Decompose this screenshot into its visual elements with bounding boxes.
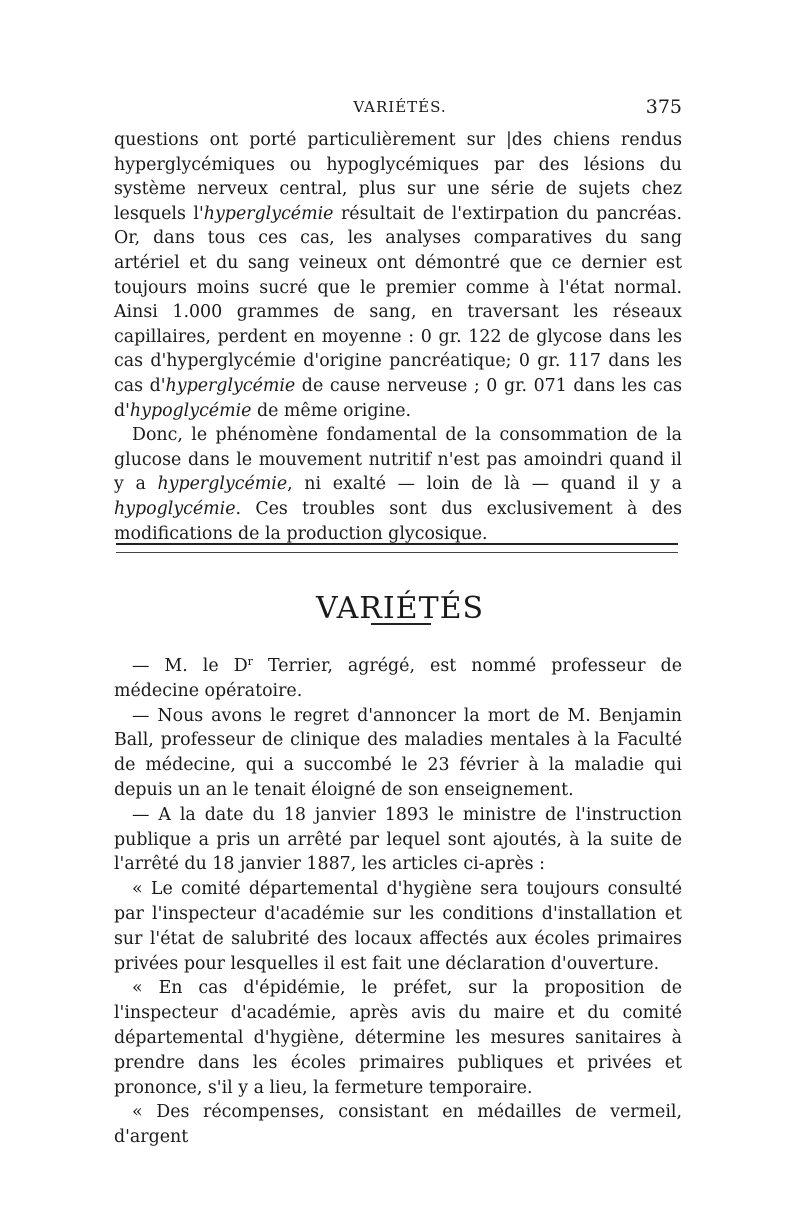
section-divider bbox=[116, 543, 678, 553]
news-item-ball: — Nous avons le regret d'annoncer la mort de M. Benjamin Ball, professeur de clinique des maladies mentales à la Faculté de médecine, qui a succombé le 23 février à la maladie qui depuis un an le tenait éloigné de son enseignement. bbox=[114, 705, 682, 800]
text-run: Donc, le phénomène fondamental de la consommation de la glucose dans le mouvement nutritif n'est pas amoindri quand il y a bbox=[114, 425, 682, 495]
section-title: VARIÉTÉS bbox=[315, 590, 485, 626]
text-run: Terrier, agrégé, est nommé professeur de médecine opératoire. bbox=[114, 656, 683, 701]
italic-term: hyperglycémie bbox=[165, 375, 296, 396]
page-number: 375 bbox=[645, 96, 682, 118]
text-run: , ni exalté — loin de là — quand il y a bbox=[287, 474, 682, 495]
title-underline bbox=[371, 623, 431, 625]
text-run: questions ont porté particulièrement sur |des chiens rendus hyperglycémiques ou hypoglycémiques par des lésions du système nerveux central, plus sur une série de sujets chez lesquels l' bbox=[114, 130, 682, 224]
news-item-terrier bbox=[114, 650, 682, 704]
quote-article-2: « En cas d'épidémie, le préfet, sur la proposition de l'inspecteur d'académie, après avis du maire et du comité départemental d'hygiène, détermine les mesures sanitaires à prendre dans les écoles primaires publiques et privées et prononce, s'il y a lieu, la fermeture temporaire. bbox=[114, 978, 682, 1098]
italic-term: hypoglycémie bbox=[114, 498, 236, 519]
article-continuation bbox=[114, 128, 682, 546]
quote-article-1: « Le comité départemental d'hygiène sera toujours consulté par l'inspecteur d'académie sur les conditions d'installation et sur l'état de salubrité des locaux affectés aux écoles primaires privées pour lesquelles il est fait une déclaration d'ouverture. bbox=[114, 879, 682, 974]
italic-term: hyperglycémie bbox=[157, 474, 288, 495]
paragraph-results bbox=[114, 128, 682, 423]
italic-term: hyperglycémie bbox=[203, 203, 334, 224]
text-run: de même origine. bbox=[251, 400, 412, 421]
quote-article-3: « Des récompenses, consistant en médailles de vermeil, d'argent bbox=[114, 1102, 682, 1148]
text-run: . Ces troubles sont dus exclusivement à des modifications de la production glycosique. bbox=[114, 498, 682, 544]
running-title: VARIÉTÉS. bbox=[353, 98, 447, 116]
news-section bbox=[114, 650, 682, 1150]
italic-term: hypoglycémie bbox=[129, 400, 252, 421]
text-run: — M. le D bbox=[132, 656, 248, 676]
text-run: résultait de l'extirpation du pancréas. Or, dans tous ces cas, les analyses comparatives du sang artériel et du sang veineux ont démontré que ce dernier est toujours moins sucré que le premier comme à l'état normal. Ainsi 1.000 grammes de sang, en traversant les réseaux capillaires, perdent en moyenne : 0 gr. 122 de glycose dans les cas d'hyperglycémie d'origine pancréatique; 0 gr. 117 dans les cas d' bbox=[114, 203, 682, 396]
running-head bbox=[118, 98, 682, 122]
paragraph-conclusion bbox=[114, 423, 682, 546]
superscript: r bbox=[247, 655, 253, 668]
news-item-arrete: — A la date du 18 janvier 1893 le ministre de l'instruction publique a pris un arrêté par lequel sont ajoutés, à la suite de l'arrêté du 18 janvier 1887, les articles ci-après : bbox=[114, 804, 682, 875]
text-run: de cause nerveuse ; 0 gr. 071 dans les cas d' bbox=[114, 375, 682, 421]
